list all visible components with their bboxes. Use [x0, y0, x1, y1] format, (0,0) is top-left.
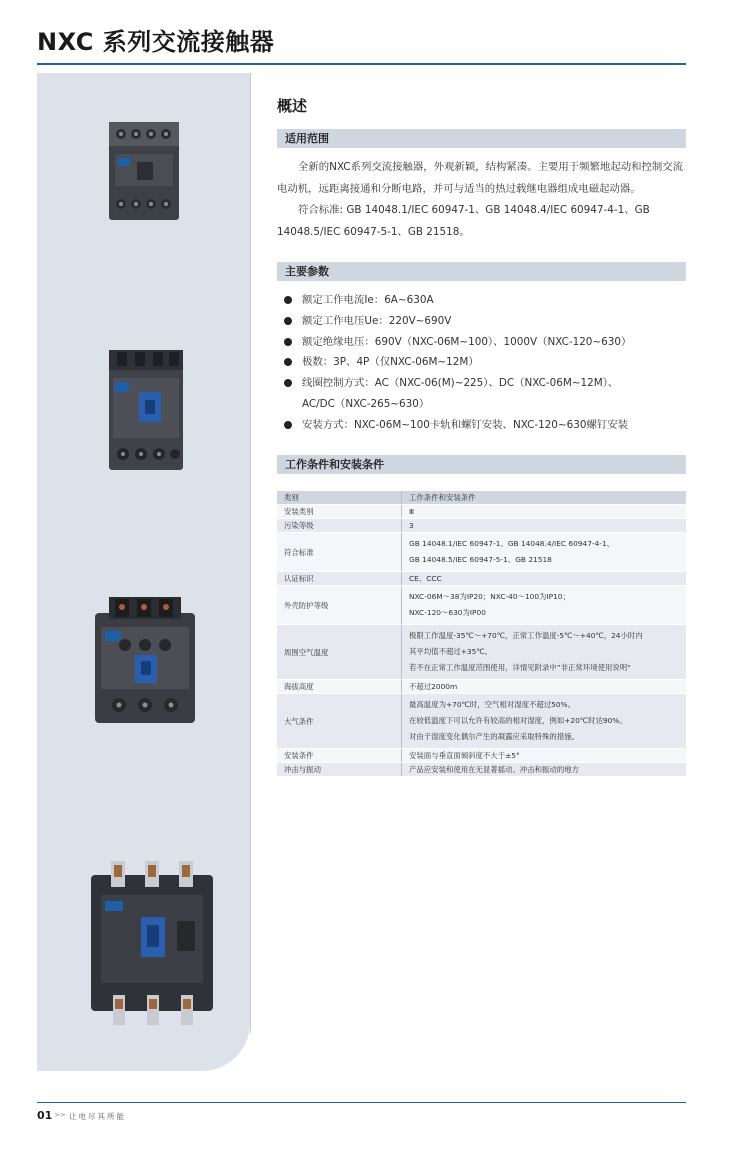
overview-heading: 概述 — [277, 97, 308, 115]
table-header-row — [277, 491, 686, 505]
bullet-icon — [284, 358, 292, 366]
page-number: 01 — [37, 1109, 53, 1122]
table-cell-line: 不超过2000m — [409, 682, 458, 691]
param-text: 安装方式：NXC-06M~100卡轨和螺钉安装、NXC-120~630螺钉安装 — [302, 418, 629, 431]
section-header-scope: 适用范围 — [277, 129, 686, 148]
table-row — [277, 680, 686, 694]
table-cell-line: NXC-120～630为IP00 — [409, 608, 486, 617]
table-cell-line: 对由于湿度变化偶尔产生的凝露应采取特殊的措施。 — [409, 732, 579, 741]
bullet-icon — [284, 421, 292, 429]
params-list — [283, 290, 688, 436]
param-text: AC/DC（NXC-265~630） — [302, 397, 430, 410]
table-cell-conditions — [402, 680, 687, 694]
param-item — [283, 311, 688, 332]
table-cell-category: 认证标识 — [277, 572, 402, 586]
section-header-params: 主要参数 — [277, 262, 686, 281]
param-text: 额定绝缘电压：690V（NXC-06M~100）、1000V（NXC-120~630） — [302, 335, 632, 348]
title-divider — [37, 63, 686, 65]
table-cell-conditions — [402, 533, 687, 572]
table-row — [277, 625, 686, 680]
product-image-medium-contactor — [99, 348, 193, 476]
table-row — [277, 749, 686, 763]
table-row — [277, 519, 686, 533]
page-arrows: >> — [54, 1111, 66, 1119]
conditions-table — [277, 491, 686, 777]
table-row — [277, 694, 686, 749]
param-item — [283, 415, 688, 436]
table-cell-conditions — [402, 749, 687, 763]
standards-paragraph: 符合标准: GB 14048.1/IEC 60947-1、GB 14048.4/IEC 60947-4-1、GB 14048.5/IEC 60947-5-1、GB 21518。 — [277, 204, 650, 238]
table-cell-line: 其平均值不超过+35℃。 — [409, 647, 493, 656]
param-text: 极数：3P、4P（仅NXC-06M~12M） — [302, 356, 479, 369]
product-image-heavy-contactor — [87, 861, 217, 1031]
table-cell-line: 若不在正常工作温度范围使用，详情见附录中”非正常环境使用说明“ — [409, 663, 631, 672]
footer-slogan: 让电尽其所能 — [69, 1112, 126, 1121]
table-cell-line: 3 — [409, 521, 414, 530]
table-cell-category: 污染等级 — [277, 519, 402, 533]
table-cell-category: 安装类别 — [277, 505, 402, 519]
product-image-large-contactor — [89, 593, 201, 729]
param-text: 额定工作电压Ue：220V~690V — [302, 314, 452, 327]
table-cell-category: 安装条件 — [277, 749, 402, 763]
table-cell-line: GB 14048.1/IEC 60947-1、GB 14048.4/IEC 60947-4-1、 — [409, 539, 615, 548]
table-row — [277, 763, 686, 777]
table-cell-conditions — [402, 763, 687, 777]
table-cell-line: NXC-06M～38为IP20；NXC-40～100为IP10； — [409, 592, 570, 601]
table-cell-line: 在较低温度下可以允许有较高的相对湿度，例如+20℃时达90%。 — [409, 716, 627, 725]
table-cell-category: 冲击与振动 — [277, 763, 402, 777]
table-cell-line: 最高温度为+70℃时，空气相对湿度不超过50%。 — [409, 700, 575, 709]
param-text: 线圈控制方式：AC（NXC-06(M)~225）、DC（NXC-06M~12M）、 — [302, 377, 619, 390]
table-cell-category: 周围空气温度 — [277, 625, 402, 680]
table-cell-line: CE、CCC — [409, 574, 442, 583]
table-header-category: 类别 — [277, 491, 402, 505]
param-item — [283, 352, 688, 373]
table-header-conditions: 工作条件和安装条件 — [402, 491, 687, 505]
table-cell-line: 安装面与垂直面倾斜度不大于±5° — [409, 751, 520, 760]
bullet-icon — [284, 317, 292, 325]
table-cell-conditions — [402, 625, 687, 680]
table-cell-conditions — [402, 586, 687, 625]
scope-paragraph: 全新的NXC系列交流接触器，外观新颖，结构紧凑。主要用于频繁地起动和控制交流电动机，远距离接通和分断电路，并可与适当的热过载继电器组成电磁起动器。 — [277, 161, 684, 195]
table-cell-conditions — [402, 694, 687, 749]
bullet-icon — [284, 379, 292, 387]
param-item — [283, 332, 688, 353]
product-image-small-contactor — [103, 118, 185, 224]
param-item — [283, 290, 688, 311]
table-row — [277, 586, 686, 625]
table-cell-category: 海拔高度 — [277, 680, 402, 694]
table-cell-conditions — [402, 572, 687, 586]
table-row — [277, 505, 686, 519]
table-cell-category: 外壳防护等级 — [277, 586, 402, 625]
page-title: NXC 系列交流接触器 — [37, 28, 275, 56]
table-cell-conditions — [402, 519, 687, 533]
product-image-panel — [37, 73, 250, 1071]
section-header-conditions: 工作条件和安装条件 — [277, 455, 686, 474]
table-cell-line: Ⅲ — [409, 507, 415, 516]
table-row — [277, 533, 686, 572]
table-cell-line: 极限工作温度-35℃～+70℃，正常工作温度-5℃～+40℃，24小时内 — [409, 631, 643, 640]
table-cell-category: 符合标准 — [277, 533, 402, 572]
param-text: 额定工作电流Ie：6A~630A — [302, 294, 434, 306]
table-cell-line: GB 14048.5/IEC 60947-5-1、GB 21518 — [409, 555, 552, 564]
bullet-icon — [284, 296, 292, 304]
footer-divider — [37, 1102, 686, 1103]
param-item — [283, 373, 688, 415]
scope-text — [277, 157, 689, 243]
table-row — [277, 572, 686, 586]
table-cell-conditions — [402, 505, 687, 519]
bullet-icon — [284, 338, 292, 346]
table-cell-category: 大气条件 — [277, 694, 402, 749]
panel-edge-line — [250, 73, 251, 1033]
table-cell-line: 产品应安装和使用在无显著摇动、冲击和振动的地方 — [409, 765, 579, 774]
